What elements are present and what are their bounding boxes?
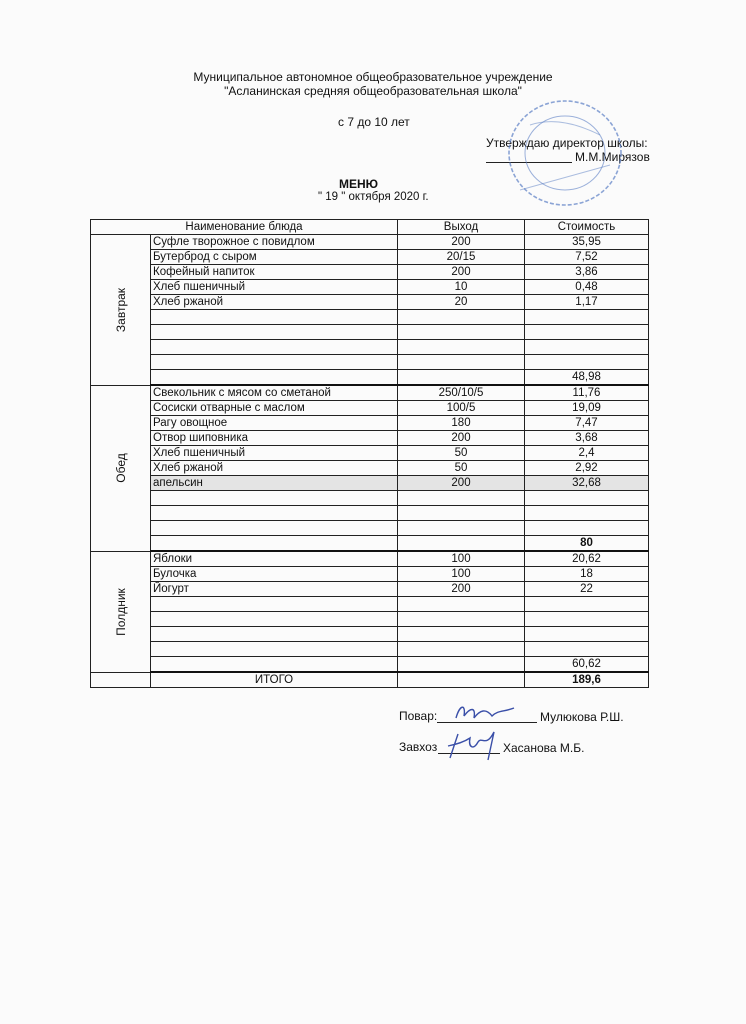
school-stamp [500, 95, 630, 215]
storekeeper-signature [444, 728, 504, 764]
header-dish-name: Наименование блюда [91, 220, 398, 235]
section-total: 60,62 [525, 657, 649, 673]
menu-date: " 19 " октября 2020 г. [318, 191, 429, 203]
table-row [91, 446, 649, 461]
blank-row [91, 627, 649, 642]
header-output: Выход [398, 220, 525, 235]
cook-name: Мулюкова Р.Ш. [540, 710, 624, 724]
dish-cost: 11,76 [525, 385, 649, 401]
dish-cost: 7,47 [525, 416, 649, 431]
dish-cost: 2,92 [525, 461, 649, 476]
dish-cost: 1,17 [525, 295, 649, 310]
blank-row [91, 310, 649, 325]
dish-cost: 3,68 [525, 431, 649, 446]
dish-name: Свекольник с мясом со сметаной [151, 385, 398, 401]
menu-table [90, 219, 649, 688]
table-row [91, 567, 649, 582]
dish-cost: 22 [525, 582, 649, 597]
meal-cell-breakfast [91, 235, 151, 386]
dish-output: 100/5 [398, 401, 525, 416]
blank-row [91, 597, 649, 612]
dish-cost: 32,68 [525, 476, 649, 491]
dish-cost: 3,86 [525, 265, 649, 280]
dish-cost: 19,09 [525, 401, 649, 416]
blank-row [91, 340, 649, 355]
table-header-row [91, 220, 649, 235]
dish-name: Рагу овощное [151, 416, 398, 431]
dish-output: 50 [398, 446, 525, 461]
table-row [91, 416, 649, 431]
dish-cost: 18 [525, 567, 649, 582]
cook-label: Повар: [399, 709, 438, 723]
section-total-row [91, 370, 649, 386]
menu-title: МЕНЮ [339, 177, 379, 191]
table-row [91, 476, 649, 491]
section-total: 80 [525, 536, 649, 552]
storekeeper-name: Хасанова М.Б. [503, 741, 585, 755]
section-total-row [91, 536, 649, 552]
dish-name: Кофейный напиток [151, 265, 398, 280]
org-line-2: "Асланинская средняя общеобразовательная школа" [224, 84, 522, 98]
approve-label: Утверждаю директор школы: [486, 136, 648, 150]
dish-name: Хлеб пшеничный [151, 280, 398, 295]
dish-cost: 35,95 [525, 235, 649, 250]
table-row [91, 582, 649, 597]
grand-total-value: 189,6 [525, 672, 649, 688]
storekeeper-label: Завхоз [399, 740, 438, 754]
table-row [91, 431, 649, 446]
dish-output: 200 [398, 235, 525, 250]
dish-cost: 20,62 [525, 551, 649, 567]
dish-output: 200 [398, 265, 525, 280]
section-total: 48,98 [525, 370, 649, 386]
dish-output: 20 [398, 295, 525, 310]
grand-total-label: ИТОГО [151, 672, 398, 688]
blank-row [91, 506, 649, 521]
dish-output: 50 [398, 461, 525, 476]
meal-label: Обед [113, 453, 128, 483]
dish-name: апельсин [151, 476, 398, 491]
meal-label: Полдник [113, 587, 128, 636]
meal-cell-snack [91, 551, 151, 672]
dish-output: 200 [398, 476, 525, 491]
dish-name: Отвор шиповника [151, 431, 398, 446]
table-row [91, 265, 649, 280]
dish-name: Яблоки [151, 551, 398, 567]
dish-output: 100 [398, 567, 525, 582]
dish-cost: 0,48 [525, 280, 649, 295]
blank-row [91, 491, 649, 506]
cook-signature [452, 700, 522, 724]
table-row [91, 551, 649, 567]
dish-output: 250/10/5 [398, 385, 525, 401]
section-total-row [91, 657, 649, 673]
table-row [91, 295, 649, 310]
table-row [91, 461, 649, 476]
blank-row [91, 355, 649, 370]
dish-name: Булочка [151, 567, 398, 582]
dish-cost: 2,4 [525, 446, 649, 461]
table-row [91, 401, 649, 416]
approve-name: М.М.Мирязов [575, 150, 650, 164]
meal-cell-lunch [91, 385, 151, 551]
dish-output: 200 [398, 582, 525, 597]
header-cost: Стоимость [525, 220, 649, 235]
dish-name: Хлеб пшеничный [151, 446, 398, 461]
dish-output: 10 [398, 280, 525, 295]
org-line-1: Муниципальное автономное общеобразовательное учреждение [193, 70, 553, 84]
dish-output: 200 [398, 431, 525, 446]
dish-output: 180 [398, 416, 525, 431]
grand-total-row [91, 672, 649, 688]
meal-label: Завтрак [113, 287, 128, 332]
dish-name: Хлеб ржаной [151, 461, 398, 476]
table-row [91, 235, 649, 250]
dish-cost: 7,52 [525, 250, 649, 265]
table-row [91, 280, 649, 295]
dish-name: Бутерброд с сыром [151, 250, 398, 265]
blank-row [91, 521, 649, 536]
dish-name: Сосиски отварные с маслом [151, 401, 398, 416]
blank-row [91, 325, 649, 340]
age-range: с 7 до 10 лет [338, 115, 410, 129]
blank-row [91, 612, 649, 627]
dish-name: Суфле творожное с повидлом [151, 235, 398, 250]
dish-output: 100 [398, 551, 525, 567]
blank-row [91, 642, 649, 657]
table-row [91, 385, 649, 401]
dish-name: Хлеб ржаной [151, 295, 398, 310]
dish-output: 20/15 [398, 250, 525, 265]
dish-name: Йогурт [151, 582, 398, 597]
table-row [91, 250, 649, 265]
